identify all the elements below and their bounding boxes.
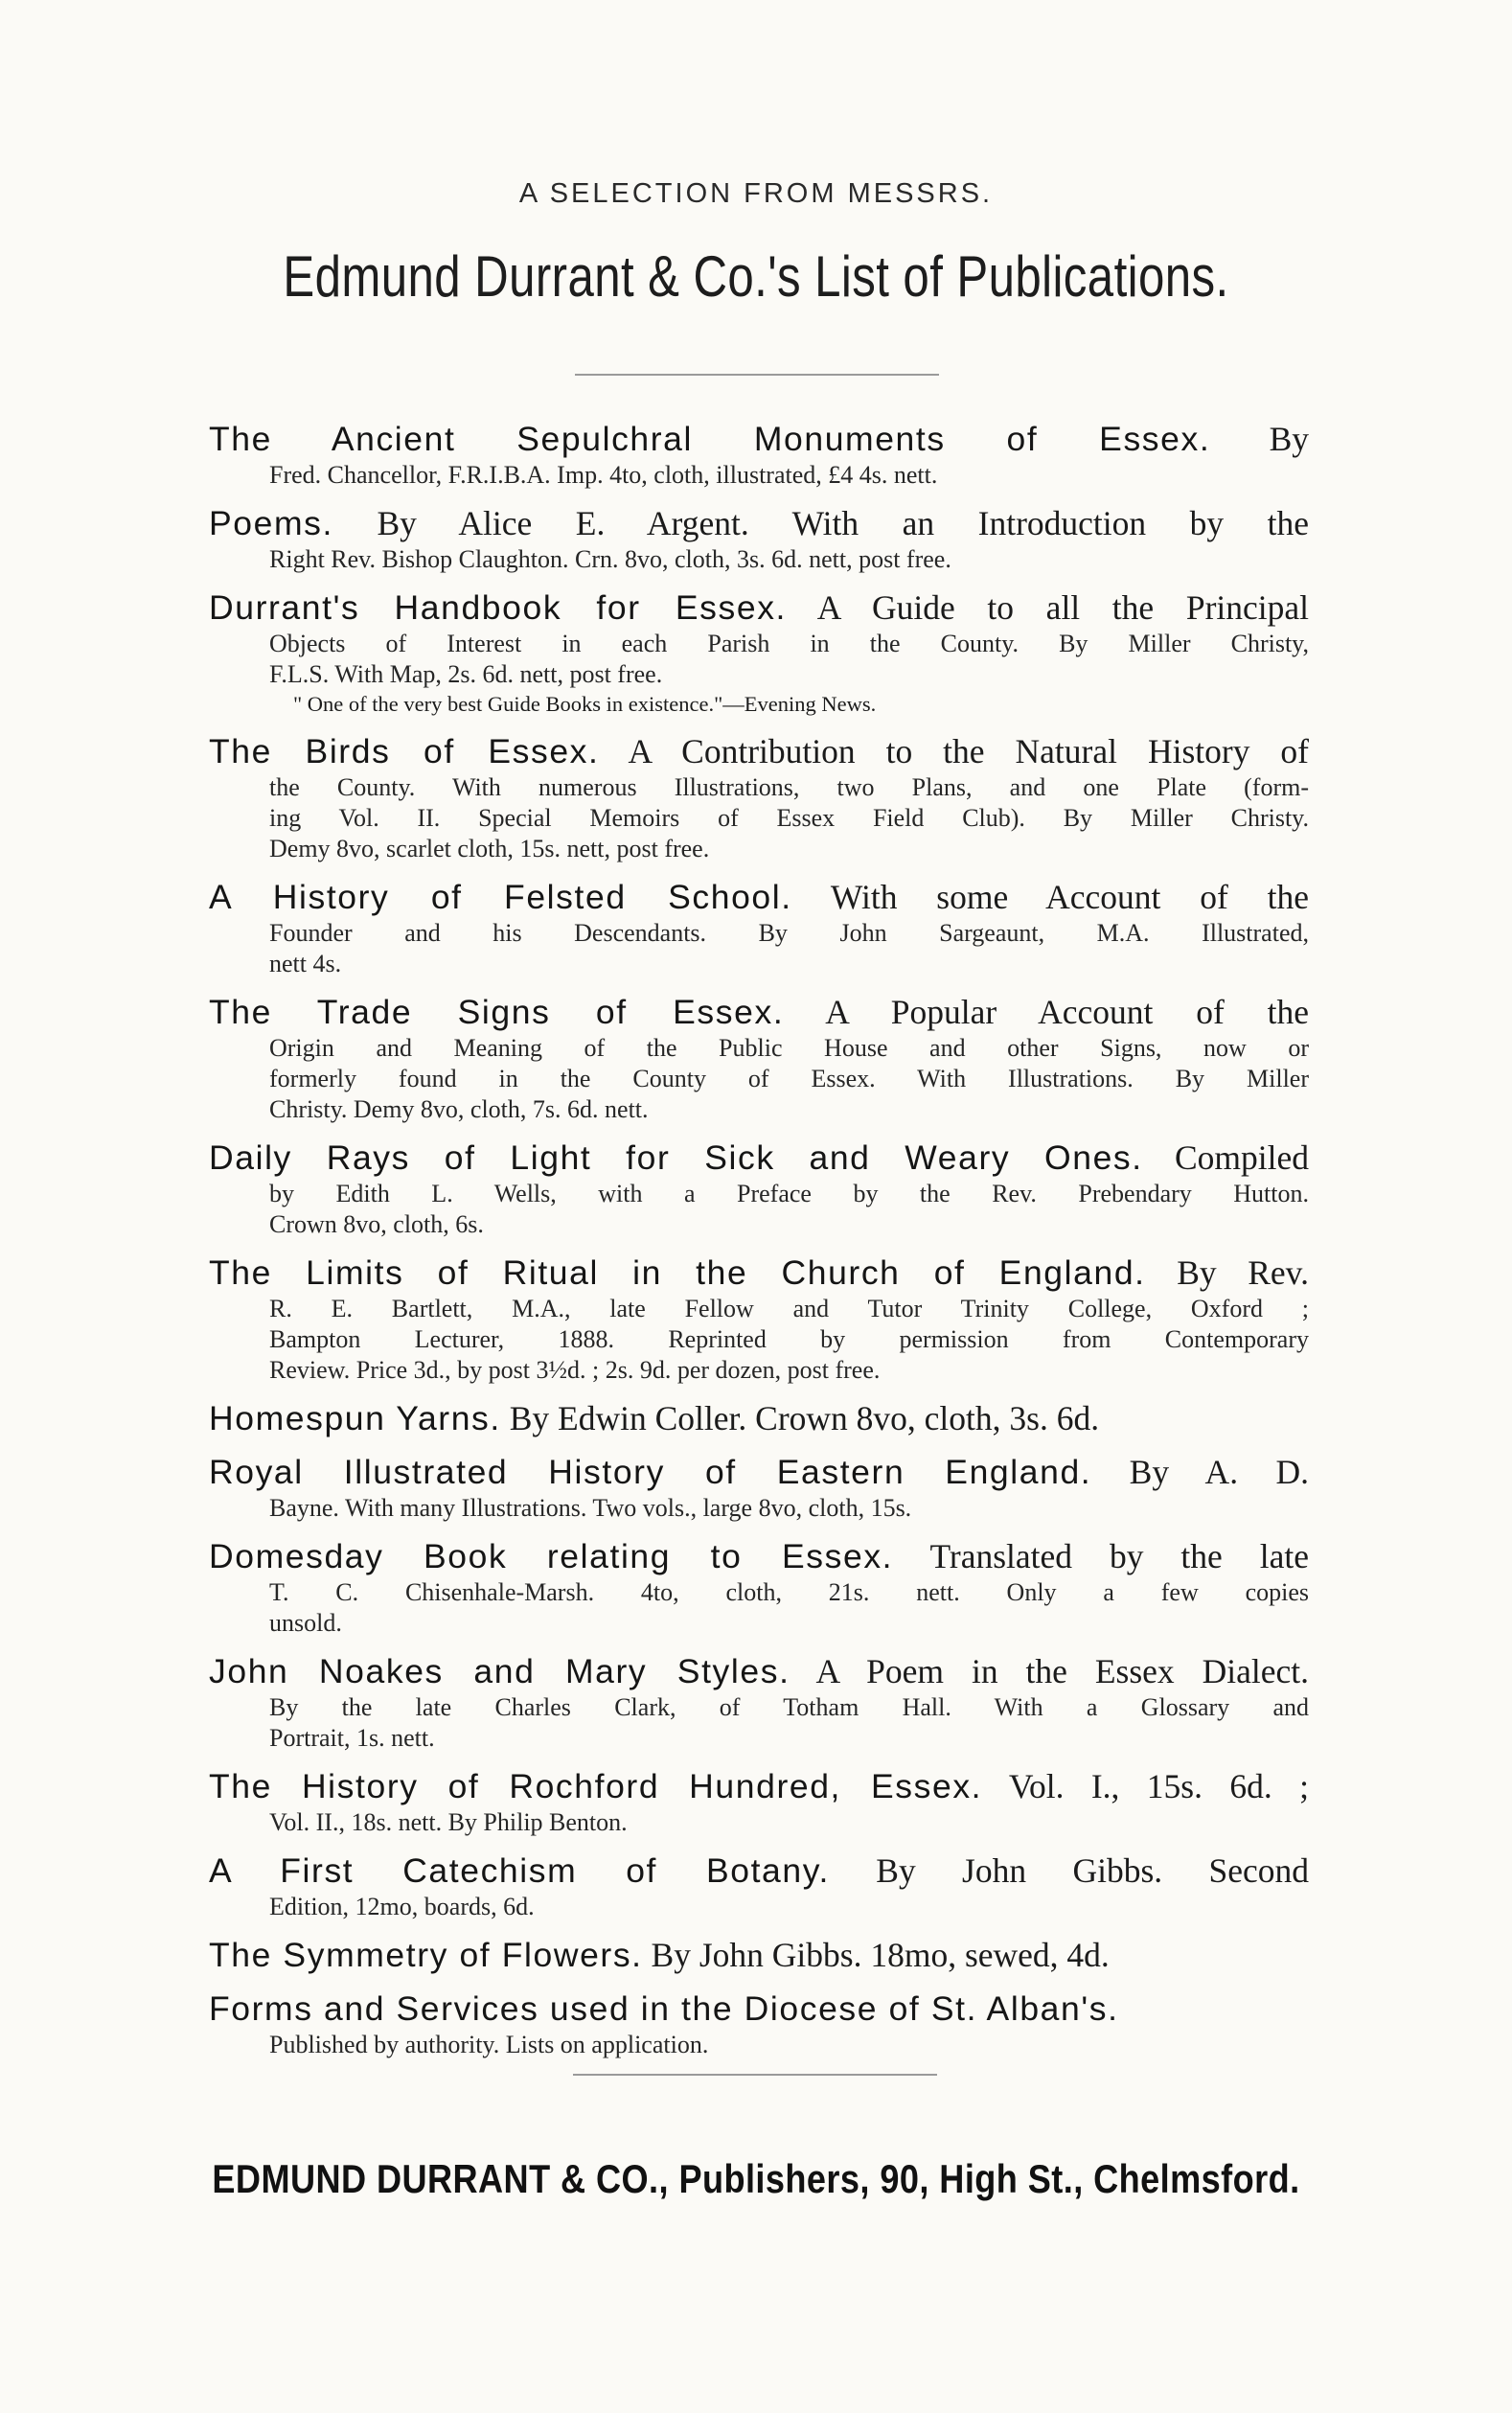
- description-line: Founder and his Descendants. By John Sargeaunt, M.A. Illustrated,: [269, 919, 1309, 947]
- page-title: Edmund Durrant & Co.'s List of Publications.: [283, 244, 1229, 309]
- publication-description: [209, 1692, 1309, 1754]
- description-line: R. E. Bartlett, M.A., late Fellow and Tutor Trinity College, Oxford ;: [269, 1295, 1309, 1322]
- publication-title: The Birds of Essex.: [209, 732, 600, 770]
- publication-entry: [209, 1535, 1309, 1639]
- publication-details: Translated by the late: [929, 1537, 1309, 1575]
- entry-heading: [209, 1137, 1309, 1179]
- publication-description: [209, 1577, 1309, 1639]
- description-line: Published by authority. Lists on application.: [269, 2031, 709, 2058]
- publication-description: [209, 544, 1309, 575]
- entry-heading: [209, 586, 1309, 629]
- entry-heading: [209, 1397, 1309, 1439]
- publication-details: Vol. I., 15s. 6d. ;: [1008, 1767, 1309, 1805]
- description-line: Crown 8vo, cloth, 6s.: [269, 1210, 484, 1238]
- publication-description: [209, 1493, 1309, 1524]
- publication-title: Forms and Services used in the Diocese of St. Alban's.: [209, 1989, 1119, 2028]
- publication-title: The Ancient Sepulchral Monuments of Essex.: [209, 420, 1211, 458]
- entry-heading: [209, 502, 1309, 544]
- publication-title: John Noakes and Mary Styles.: [209, 1652, 790, 1690]
- description-line: Origin and Meaning of the Public House and other Signs, now or: [269, 1034, 1309, 1062]
- publication-details: By A. D.: [1129, 1453, 1309, 1491]
- publication-details: By Rev.: [1177, 1253, 1309, 1292]
- publication-title: The Symmetry of Flowers.: [209, 1936, 643, 1974]
- publication-details: With some Account of the: [830, 878, 1309, 916]
- publication-entry: [209, 1137, 1309, 1240]
- bottom-divider: [573, 2074, 937, 2076]
- description-line: the County. With numerous Illustrations, two Plans, and one Plate (form-: [269, 773, 1309, 801]
- description-line: Portrait, 1s. nett.: [269, 1724, 435, 1752]
- publication-title: Daily Rays of Light for Sick and Weary Ones.: [209, 1138, 1143, 1177]
- page-kicker: A SELECTION FROM MESSRS.: [518, 178, 994, 209]
- publication-description: [209, 1892, 1309, 1922]
- publication-description: [209, 1294, 1309, 1386]
- publication-entry: [209, 991, 1309, 1125]
- entry-heading: [209, 418, 1309, 460]
- publication-title: The History of Rochford Hundred, Essex.: [209, 1767, 983, 1805]
- publication-title: Poems.: [209, 504, 333, 542]
- publication-entry: [209, 876, 1309, 979]
- entry-heading: [209, 991, 1309, 1033]
- description-line: Objects of Interest in each Parish in the County. By Miller Christy,: [269, 630, 1309, 657]
- publication-entry: [209, 502, 1309, 575]
- publication-description: [209, 918, 1309, 979]
- publication-entry: [209, 1252, 1309, 1386]
- publication-entry: [209, 1650, 1309, 1754]
- description-line: T. C. Chisenhale-Marsh. 4to, cloth, 21s. nett. Only a few copies: [269, 1578, 1309, 1606]
- description-line: By the late Charles Clark, of Totham Hall. With a Glossary and: [269, 1693, 1309, 1721]
- publication-title: A First Catechism of Botany.: [209, 1851, 830, 1890]
- entry-heading: [209, 1650, 1309, 1692]
- publication-details: By Edwin Coller. Crown 8vo, cloth, 3s. 6d.: [509, 1399, 1100, 1437]
- publication-list: [209, 418, 1309, 2072]
- publication-entry: [209, 418, 1309, 491]
- publication-details: By Alice E. Argent. With an Introduction by the: [377, 504, 1309, 542]
- top-divider: [575, 374, 939, 376]
- entry-heading: [209, 1765, 1309, 1807]
- publication-details: A Contribution to the Natural History of: [628, 732, 1309, 770]
- description-line: Bayne. With many Illustrations. Two vols., large 8vo, cloth, 15s.: [269, 1494, 912, 1522]
- entry-heading: [209, 876, 1309, 918]
- publication-details: By John Gibbs. 18mo, sewed, 4d.: [651, 1936, 1110, 1974]
- description-line: nett 4s.: [269, 950, 342, 977]
- publication-details: A Guide to all the Principal: [816, 588, 1309, 627]
- publication-details: A Popular Account of the: [825, 993, 1309, 1031]
- publication-description: [209, 2030, 1309, 2060]
- press-quote: " One of the very best Guide Books in existence."—Evening News.: [293, 692, 877, 716]
- entry-heading: [209, 1850, 1309, 1892]
- description-line: formerly found in the County of Essex. With Illustrations. By Miller: [269, 1065, 1309, 1092]
- publication-title: Durrant's Handbook for Essex.: [209, 588, 788, 627]
- publication-title: A History of Felsted School.: [209, 878, 792, 916]
- publication-description: [209, 1179, 1309, 1240]
- publication-entry: [209, 730, 1309, 864]
- entry-heading: [209, 1535, 1309, 1577]
- publication-entry: [209, 1988, 1309, 2060]
- description-line: unsold.: [269, 1609, 342, 1637]
- publication-title: Domesday Book relating to Essex.: [209, 1537, 894, 1575]
- entry-heading: [209, 1252, 1309, 1294]
- publication-description: [209, 629, 1309, 690]
- description-line: Demy 8vo, scarlet cloth, 15s. nett, post free.: [269, 835, 710, 862]
- description-line: ing Vol. II. Special Memoirs of Essex Field Club). By Miller Christy.: [269, 804, 1309, 832]
- entry-heading: [209, 1451, 1309, 1493]
- publication-entry: [209, 1765, 1309, 1838]
- entry-heading: [209, 730, 1309, 772]
- publication-title: The Limits of Ritual in the Church of England.: [209, 1253, 1146, 1292]
- publication-entry: [209, 1850, 1309, 1922]
- publication-entry: [209, 1934, 1309, 1976]
- publication-details: A Poem in the Essex Dialect.: [815, 1652, 1309, 1690]
- publication-entry: [209, 1397, 1309, 1439]
- description-line: F.L.S. With Map, 2s. 6d. nett, post free.: [269, 660, 663, 688]
- description-line: Review. Price 3d., by post 3½d. ; 2s. 9d. per dozen, post free.: [269, 1356, 881, 1384]
- publication-details: By John Gibbs. Second: [876, 1851, 1309, 1890]
- description-line: Christy. Demy 8vo, cloth, 7s. 6d. nett.: [269, 1095, 649, 1123]
- publication-title: Homespun Yarns.: [209, 1399, 501, 1437]
- entry-heading: [209, 1934, 1309, 1976]
- publication-description: [209, 1807, 1309, 1838]
- description-line: Bampton Lecturer, 1888. Reprinted by permission from Contemporary: [269, 1325, 1309, 1353]
- description-line: Edition, 12mo, boards, 6d.: [269, 1893, 535, 1920]
- publication-description: [209, 1033, 1309, 1125]
- description-line: Right Rev. Bishop Claughton. Crn. 8vo, cloth, 3s. 6d. nett, post free.: [269, 545, 951, 573]
- publisher-imprint: EDMUND DURRANT & CO., Publishers, 90, High St., Chelmsford.: [212, 2156, 1300, 2201]
- publication-description: [209, 772, 1309, 864]
- description-line: Fred. Chancellor, F.R.I.B.A. Imp. 4to, cloth, illustrated, £4 4s. nett.: [269, 461, 938, 489]
- description-line: by Edith L. Wells, with a Preface by the Rev. Prebendary Hutton.: [269, 1180, 1309, 1207]
- publication-title: The Trade Signs of Essex.: [209, 993, 785, 1031]
- publication-details: By: [1269, 420, 1309, 458]
- publication-entry: [209, 1451, 1309, 1524]
- publication-entry: [209, 586, 1309, 719]
- publication-details: Compiled: [1174, 1138, 1309, 1177]
- publication-title: Royal Illustrated History of Eastern England.: [209, 1453, 1092, 1491]
- publication-description: [209, 460, 1309, 491]
- description-line: Vol. II., 18s. nett. By Philip Benton.: [269, 1808, 628, 1836]
- entry-heading: [209, 1988, 1309, 2030]
